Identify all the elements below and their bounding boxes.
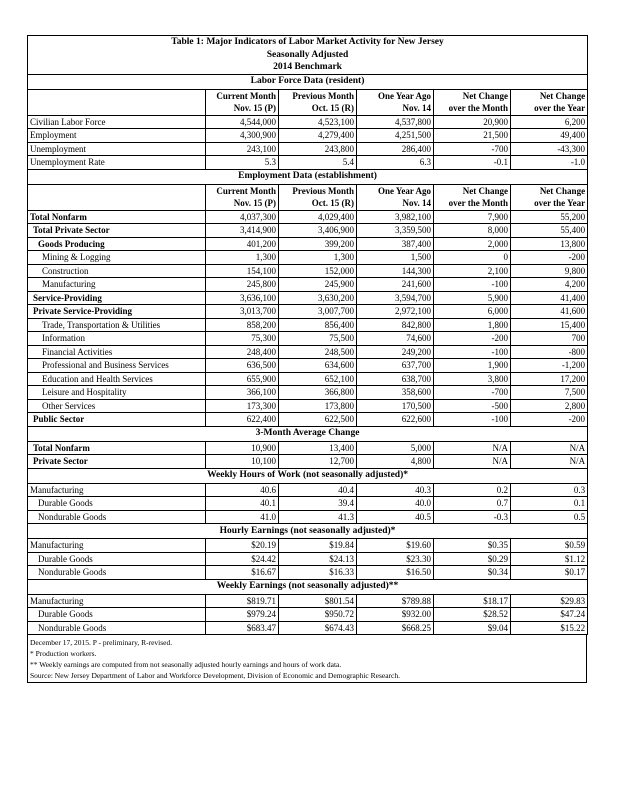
table-row: [28, 278, 588, 292]
table-row: [28, 210, 588, 224]
cell-value: $47.24: [511, 608, 588, 622]
table-row: [28, 372, 588, 386]
table-row: [28, 455, 588, 469]
cell-value: 638,700: [357, 372, 434, 386]
row-label: Trade, Transportation & Utilities: [28, 318, 206, 332]
cell-value: 40.5: [357, 510, 434, 524]
table-row: [28, 318, 588, 332]
row-label: Professional and Business Services: [28, 359, 206, 373]
cell-value: 15,400: [511, 318, 588, 332]
cell-value: 40.1: [206, 497, 279, 511]
cell-value: 622,500: [279, 413, 357, 427]
cell-value: $979.24: [206, 608, 279, 622]
cell-value: 243,800: [279, 142, 357, 156]
cell-value: 173,300: [206, 399, 279, 413]
column-header: over the Year: [511, 197, 588, 210]
cell-value: 154,100: [206, 264, 279, 278]
table-row: [28, 129, 588, 143]
cell-value: 1,300: [206, 251, 279, 265]
table-row: [28, 237, 588, 251]
row-label: Education and Health Services: [28, 372, 206, 386]
cell-value: $789.88: [357, 594, 434, 608]
cell-value: -1,200: [511, 359, 588, 373]
section-title: Weekly Hours of Work (not seasonally adjusted)*: [28, 468, 588, 483]
column-header: Current Month: [206, 184, 279, 197]
cell-value: $0.29: [434, 552, 511, 566]
cell-value: 387,400: [357, 237, 434, 251]
section-title: Labor Force Data (resident): [28, 74, 588, 89]
table-row: [28, 156, 588, 170]
row-label: Manufacturing: [28, 539, 206, 553]
column-header: Nov. 14: [357, 197, 434, 210]
column-header: Net Change: [434, 89, 511, 102]
cell-value: 700: [511, 332, 588, 346]
column-header-blank: [28, 184, 206, 197]
section-header: [28, 74, 588, 89]
labor-market-document: [27, 35, 587, 683]
cell-value: 3,636,100: [206, 291, 279, 305]
cell-value: 10,900: [206, 441, 279, 455]
cell-value: $18.17: [434, 594, 511, 608]
row-label: Private Service-Providing: [28, 305, 206, 319]
row-label: Construction: [28, 264, 206, 278]
section-title: Employment Data (establishment): [28, 169, 588, 184]
cell-value: 286,400: [357, 142, 434, 156]
column-header: Net Change: [434, 184, 511, 197]
cell-value: 10,100: [206, 455, 279, 469]
table-row: [28, 386, 588, 400]
cell-value: 55,400: [511, 224, 588, 238]
cell-value: 0.3: [511, 483, 588, 497]
footnote-production: * Production workers.: [30, 649, 97, 658]
cell-value: 655,900: [206, 372, 279, 386]
cell-value: $15.22: [511, 621, 588, 635]
cell-value: 3,982,100: [357, 210, 434, 224]
row-label: Employment: [28, 129, 206, 143]
column-header: Previous Month: [279, 89, 357, 102]
cell-value: 41.3: [279, 510, 357, 524]
cell-value: $819.71: [206, 594, 279, 608]
cell-value: 243,100: [206, 142, 279, 156]
row-label: Information: [28, 332, 206, 346]
cell-value: 241,600: [357, 278, 434, 292]
table-row: [28, 510, 588, 524]
table-row: [28, 483, 588, 497]
cell-value: -200: [434, 332, 511, 346]
table-row: [28, 399, 588, 413]
column-header: Previous Month: [279, 184, 357, 197]
row-label: Nondurable Goods: [28, 621, 206, 635]
column-header: One Year Ago: [357, 89, 434, 102]
cell-value: $932.00: [357, 608, 434, 622]
section-header: [28, 169, 588, 184]
cell-value: N/A: [511, 455, 588, 469]
cell-value: 4,200: [511, 278, 588, 292]
cell-value: -100: [434, 345, 511, 359]
cell-value: 13,800: [511, 237, 588, 251]
labor-indicators-table: [27, 35, 588, 635]
cell-value: 3,406,900: [279, 224, 357, 238]
cell-value: -0.1: [434, 156, 511, 170]
cell-value: 49,400: [511, 129, 588, 143]
row-label: Goods Producing: [28, 237, 206, 251]
section-header: [28, 524, 588, 539]
row-label: Public Sector: [28, 413, 206, 427]
row-label: Service-Providing: [28, 291, 206, 305]
table-row: [28, 305, 588, 319]
cell-value: 358,600: [357, 386, 434, 400]
row-label: Total Private Sector: [28, 224, 206, 238]
table-row: [28, 115, 588, 129]
cell-value: 636,500: [206, 359, 279, 373]
cell-value: 55,200: [511, 210, 588, 224]
cell-value: 1,800: [434, 318, 511, 332]
table-row: [28, 497, 588, 511]
cell-value: 2,000: [434, 237, 511, 251]
cell-value: -700: [434, 142, 511, 156]
cell-value: 75,500: [279, 332, 357, 346]
cell-value: 21,500: [434, 129, 511, 143]
cell-value: 6.3: [357, 156, 434, 170]
row-label: Manufacturing: [28, 483, 206, 497]
row-label: Financial Activities: [28, 345, 206, 359]
section-title: Weekly Earnings (not seasonally adjusted)**: [28, 579, 588, 594]
row-label: Durable Goods: [28, 497, 206, 511]
cell-value: 652,100: [279, 372, 357, 386]
row-label: Private Sector: [28, 455, 206, 469]
cell-value: 170,500: [357, 399, 434, 413]
column-header: Net Change: [511, 89, 588, 102]
cell-value: $20.19: [206, 539, 279, 553]
cell-value: 8,000: [434, 224, 511, 238]
table-row: [28, 552, 588, 566]
cell-value: 2,100: [434, 264, 511, 278]
cell-value: $19.60: [357, 539, 434, 553]
cell-value: 13,400: [279, 441, 357, 455]
cell-value: 152,000: [279, 264, 357, 278]
cell-value: 0: [434, 251, 511, 265]
footnote-weekly-earnings: ** Weekly earnings are computed from not seasonally adjusted hourly earnings and hours of work data.: [30, 660, 342, 669]
cell-value: 399,200: [279, 237, 357, 251]
cell-value: 248,400: [206, 345, 279, 359]
cell-value: -100: [434, 413, 511, 427]
cell-value: 637,700: [357, 359, 434, 373]
cell-value: N/A: [511, 441, 588, 455]
cell-value: 1,500: [357, 251, 434, 265]
column-header: over the Month: [434, 102, 511, 115]
cell-value: 7,500: [511, 386, 588, 400]
section-header: [28, 579, 588, 594]
row-label: Leisure and Hospitality: [28, 386, 206, 400]
row-label: Durable Goods: [28, 552, 206, 566]
row-label: Unemployment: [28, 142, 206, 156]
cell-value: -500: [434, 399, 511, 413]
row-label: Other Services: [28, 399, 206, 413]
row-label: Manufacturing: [28, 594, 206, 608]
cell-value: -800: [511, 345, 588, 359]
column-header: Net Change: [511, 184, 588, 197]
column-header-row: [28, 197, 588, 210]
cell-value: $950.72: [279, 608, 357, 622]
table-row: [28, 359, 588, 373]
table-row: [28, 566, 588, 580]
cell-value: 40.0: [357, 497, 434, 511]
cell-value: $668.25: [357, 621, 434, 635]
cell-value: 144,300: [357, 264, 434, 278]
cell-value: 40.6: [206, 483, 279, 497]
cell-value: $23.30: [357, 552, 434, 566]
cell-value: 5.3: [206, 156, 279, 170]
table-row: [28, 264, 588, 278]
cell-value: 4,300,900: [206, 129, 279, 143]
cell-value: 3,594,700: [357, 291, 434, 305]
cell-value: 41.0: [206, 510, 279, 524]
table-row: [28, 608, 588, 622]
column-header-blank: [28, 102, 206, 115]
table-benchmark: 2014 Benchmark: [273, 62, 342, 72]
footnote-date: December 17, 2015. P - preliminary, R-revised.: [30, 638, 173, 647]
cell-value: 0.2: [434, 483, 511, 497]
cell-value: 3,013,700: [206, 305, 279, 319]
table-row: [28, 251, 588, 265]
cell-value: 634,600: [279, 359, 357, 373]
column-header: Current Month: [206, 89, 279, 102]
row-label: Unemployment Rate: [28, 156, 206, 170]
cell-value: -100: [434, 278, 511, 292]
cell-value: 3,359,500: [357, 224, 434, 238]
column-header-blank: [28, 89, 206, 102]
cell-value: 4,800: [357, 455, 434, 469]
column-header: Oct. 15 (R): [279, 102, 357, 115]
cell-value: 41,600: [511, 305, 588, 319]
table-row: [28, 594, 588, 608]
cell-value: 245,900: [279, 278, 357, 292]
table-subtitle: Seasonally Adjusted: [266, 49, 349, 60]
cell-value: 75,300: [206, 332, 279, 346]
table-row: [28, 142, 588, 156]
row-label: Total Nonfarm: [28, 441, 206, 455]
column-header: One Year Ago: [357, 184, 434, 197]
cell-value: 5.4: [279, 156, 357, 170]
cell-value: $16.50: [357, 566, 434, 580]
cell-value: 12,700: [279, 455, 357, 469]
cell-value: 4,029,400: [279, 210, 357, 224]
table-title: Table 1: Major Indicators of Labor Market Activity for New Jersey: [171, 37, 444, 47]
section-header: [28, 468, 588, 483]
row-label: Mining & Logging: [28, 251, 206, 265]
table-row: [28, 332, 588, 346]
column-header: Nov. 15 (P): [206, 197, 279, 210]
cell-value: -0.3: [434, 510, 511, 524]
cell-value: $24.13: [279, 552, 357, 566]
column-header: over the Month: [434, 197, 511, 210]
cell-value: 366,800: [279, 386, 357, 400]
cell-value: 622,600: [357, 413, 434, 427]
footnote-source: Source: New Jersey Department of Labor and Workforce Development, Division of Economic and Demographic Research.: [30, 671, 400, 680]
cell-value: 2,972,100: [357, 305, 434, 319]
cell-value: -43,300: [511, 142, 588, 156]
cell-value: 40.4: [279, 483, 357, 497]
cell-value: 366,100: [206, 386, 279, 400]
cell-value: 3,630,200: [279, 291, 357, 305]
column-header: Nov. 15 (P): [206, 102, 279, 115]
cell-value: $28.52: [434, 608, 511, 622]
cell-value: 842,800: [357, 318, 434, 332]
cell-value: 6,000: [434, 305, 511, 319]
cell-value: 248,500: [279, 345, 357, 359]
cell-value: 1,900: [434, 359, 511, 373]
cell-value: 2,800: [511, 399, 588, 413]
cell-value: 4,544,000: [206, 115, 279, 129]
cell-value: 4,251,500: [357, 129, 434, 143]
cell-value: 0.5: [511, 510, 588, 524]
cell-value: 858,200: [206, 318, 279, 332]
column-header: over the Year: [511, 102, 588, 115]
cell-value: 1,300: [279, 251, 357, 265]
section-header: [28, 426, 588, 441]
row-label: Civilian Labor Force: [28, 115, 206, 129]
cell-value: 3,007,700: [279, 305, 357, 319]
cell-value: $683.47: [206, 621, 279, 635]
footnotes: [27, 635, 587, 683]
cell-value: 7,900: [434, 210, 511, 224]
cell-value: -200: [511, 251, 588, 265]
column-header-blank: [28, 197, 206, 210]
cell-value: 74,600: [357, 332, 434, 346]
table-row: [28, 441, 588, 455]
cell-value: $0.34: [434, 566, 511, 580]
cell-value: 0.7: [434, 497, 511, 511]
cell-value: 4,037,300: [206, 210, 279, 224]
cell-value: 622,400: [206, 413, 279, 427]
cell-value: 245,800: [206, 278, 279, 292]
cell-value: 3,800: [434, 372, 511, 386]
cell-value: $9.04: [434, 621, 511, 635]
cell-value: 401,200: [206, 237, 279, 251]
column-header-row: [28, 89, 588, 102]
section-title: 3-Month Average Change: [28, 426, 588, 441]
cell-value: -700: [434, 386, 511, 400]
cell-value: 856,400: [279, 318, 357, 332]
cell-value: 5,900: [434, 291, 511, 305]
section-title: Hourly Earnings (not seasonally adjusted)*: [28, 524, 588, 539]
cell-value: $16.33: [279, 566, 357, 580]
column-header-row: [28, 102, 588, 115]
cell-value: $0.17: [511, 566, 588, 580]
cell-value: $0.35: [434, 539, 511, 553]
row-label: Nondurable Goods: [28, 510, 206, 524]
row-label: Nondurable Goods: [28, 566, 206, 580]
cell-value: N/A: [434, 455, 511, 469]
row-label: Durable Goods: [28, 608, 206, 622]
table-row: [28, 291, 588, 305]
cell-value: -200: [511, 413, 588, 427]
cell-value: 39.4: [279, 497, 357, 511]
table-row: [28, 345, 588, 359]
cell-value: $674.43: [279, 621, 357, 635]
cell-value: 40.3: [357, 483, 434, 497]
cell-value: $19.84: [279, 539, 357, 553]
cell-value: 173,800: [279, 399, 357, 413]
cell-value: 20,900: [434, 115, 511, 129]
cell-value: $801.54: [279, 594, 357, 608]
cell-value: 6,200: [511, 115, 588, 129]
cell-value: $29.83: [511, 594, 588, 608]
column-header: Nov. 14: [357, 102, 434, 115]
column-header: Oct. 15 (R): [279, 197, 357, 210]
cell-value: 249,200: [357, 345, 434, 359]
cell-value: 9,800: [511, 264, 588, 278]
row-label: Total Nonfarm: [28, 210, 206, 224]
cell-value: 5,000: [357, 441, 434, 455]
cell-value: 0.1: [511, 497, 588, 511]
cell-value: $16.67: [206, 566, 279, 580]
cell-value: 4,523,100: [279, 115, 357, 129]
table-row: [28, 621, 588, 635]
row-label: Manufacturing: [28, 278, 206, 292]
table-row: [28, 539, 588, 553]
cell-value: 4,279,400: [279, 129, 357, 143]
column-header-row: [28, 184, 588, 197]
cell-value: $0.59: [511, 539, 588, 553]
cell-value: $1.12: [511, 552, 588, 566]
cell-value: -1.0: [511, 156, 588, 170]
cell-value: $24.42: [206, 552, 279, 566]
cell-value: 17,200: [511, 372, 588, 386]
cell-value: 41,400: [511, 291, 588, 305]
cell-value: 4,537,800: [357, 115, 434, 129]
table-row: [28, 224, 588, 238]
cell-value: 3,414,900: [206, 224, 279, 238]
cell-value: N/A: [434, 441, 511, 455]
table-row: [28, 413, 588, 427]
